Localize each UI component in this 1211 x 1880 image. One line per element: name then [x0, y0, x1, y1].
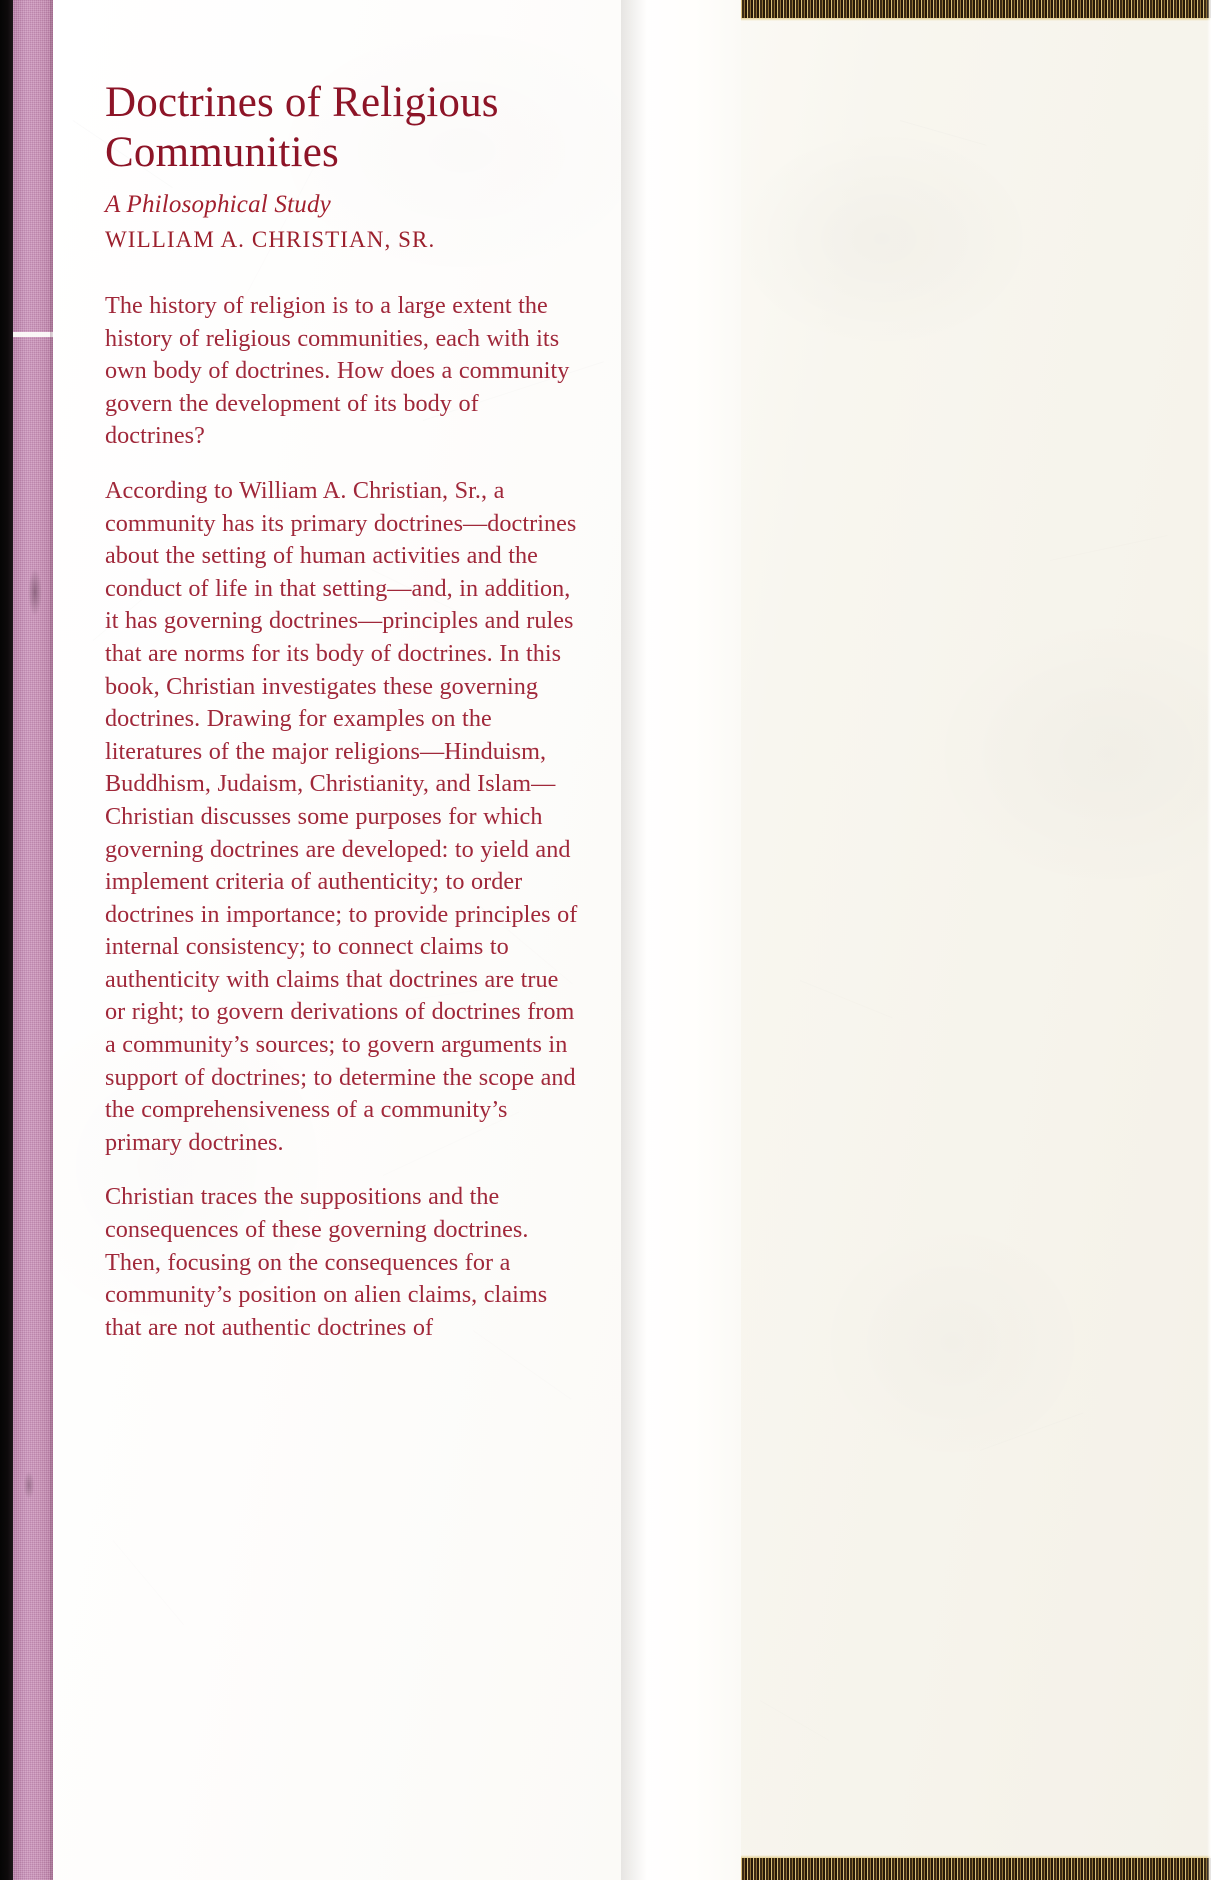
book-author: WILLIAM A. CHRISTIAN, SR. — [105, 227, 436, 252]
flap-paragraph-1: The history of religion is to a large extent the history of religious communities, each with its own body of doctrines. How does a community govern the development of its body of doctrines? — [105, 292, 570, 450]
cloth-band-bottom-highlight — [741, 1855, 1211, 1858]
cloth-band-top-highlight — [741, 18, 1211, 21]
jacket-spine-band — [13, 0, 53, 1880]
book-subtitle: A Philosophical Study — [105, 191, 331, 218]
paper-crease — [113, 1540, 184, 1625]
book-cloth-band-bottom — [741, 1858, 1211, 1880]
scanner-gutter — [0, 0, 14, 1880]
spine-band-nick — [13, 332, 55, 337]
book-title: Doctrines of Religious Communities — [105, 79, 499, 176]
flap-paragraph-3: Christian traces the suppositions and the consequences of these governing doctrines. Then, focusing on the consequences for a community’s position on alien claims, claims that are not authentic doctrines of — [105, 1183, 548, 1341]
scan-right-edge — [1207, 0, 1211, 1880]
book-cloth-band-top — [741, 0, 1211, 18]
flap-edge-shadow — [621, 0, 647, 1880]
jacket-front-flap — [53, 0, 621, 1880]
flap-copy-block — [105, 78, 583, 1344]
flap-paragraph-2: According to William A. Christian, Sr., a community has its primary doctrines—doctrines about the setting of human activities and the conduct of life in that setting—and, in addition, it has governing doctrines—principles and rules that are norms for its body of doctrines. In this book, Christian investigates these governing doctrines. Drawing for examples on the literatures of the major religions—Hinduism, Buddhism, Judaism, Christianity, and Islam—Christian discusses some purposes for which governing doctrines are developed: to yield and implement criteria of authenticity; to order doctrines in importance; to provide principles of internal consistency; to connect claims to authenticity with claims that doctrines are true or right; to govern derivations of doctrines from a community’s sources; to govern arguments in support of doctrines; to determine the scope and the comprehensiveness of a community’s primary doctrines. — [105, 476, 578, 1156]
